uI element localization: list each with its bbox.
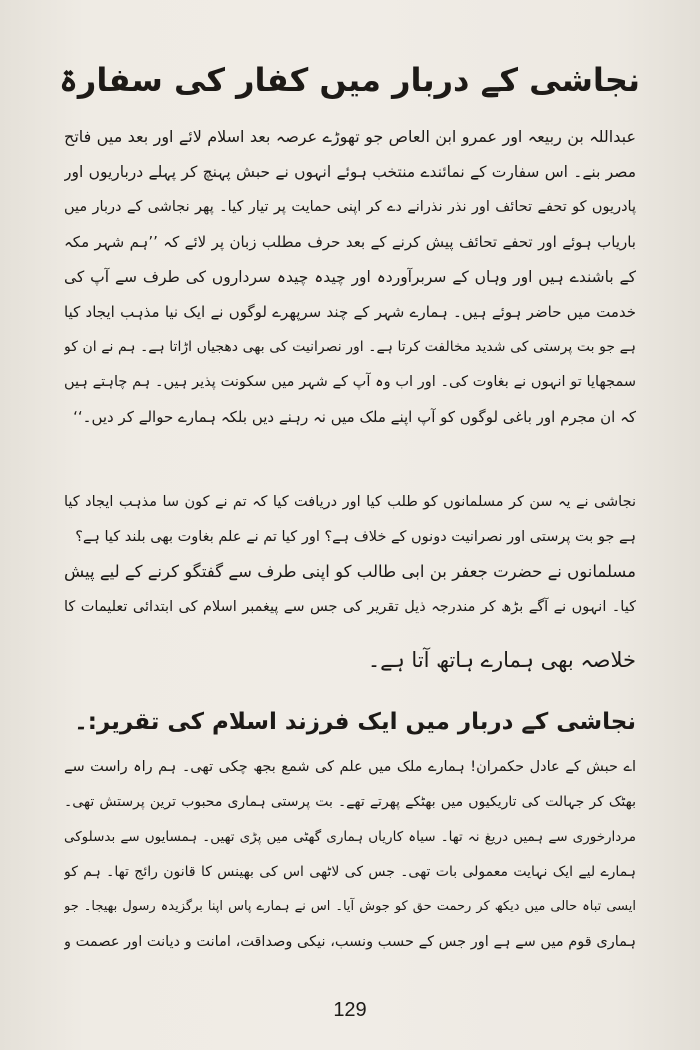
text-line: عبداللہ بن ربیعہ اور عمرو ابن العاص جو تھوڑے عرصہ بعد اسلام لائے اور بعد میں فاتح <box>64 127 636 146</box>
text-line: پادریوں کو تحفے تحائف اور نذر نذرانے دے کر اپنی حمایت پر تیار کیا۔ پھر نجاشی کے دربار میں <box>64 199 636 215</box>
text-line: مسلمانوں نے حضرت جعفر بن ابی طالب کو اپنی طرف سے گفتگو کرنے کے لیے پیش <box>64 562 636 581</box>
section-heading: نجاشی کے دربار میں ایک فرزند اسلام کی تقریر:۔ <box>74 709 636 735</box>
page-title: نجاشی کے دربار میں کفار کی سفارۃ <box>59 61 640 99</box>
text-line: ہے جو بت پرستی کی شدید مخالفت کرتا ہے۔ اور نصرانیت کی بھی دھجیاں اڑاتا ہے۔ ہم نے ان کو <box>64 339 636 355</box>
text-line: ہمارے لیے ایک نہایت معمولی بات تھی۔ جس کی لاٹھی اس کی بھینس کا قانون رائج تھا۔ ہم کو <box>64 864 636 880</box>
text-line: نجاشی نے یہ سن کر مسلمانوں کو طلب کیا اور دریافت کیا کہ تم نے کون سا مذہب ایجاد کیا <box>64 494 636 510</box>
text-line: کے باشندے ہیں اور وہاں کے سربرآوردہ اور چیدہ چیدہ سرداروں کی طرف سے آپ کی <box>64 268 636 286</box>
text-line: سمجھایا تو انہوں نے بغاوت کی۔ اور اب وہ آپ کے شہر میں سکونت پذیر ہیں۔ ہم چاہتے ہیں <box>64 374 636 390</box>
text-line: مصر بنے۔ اس سفارت کے نمائندے منتخب ہوئے انہوں نے حبش پہنچ کر پہلے درباریوں اور <box>64 163 636 181</box>
text-line: کہ ان مجرم اور باغی لوگوں کو آپ اپنے ملک میں نہ رہنے دیں بلکہ ہمارے حوالے کر دیں۔‘‘ <box>73 408 636 426</box>
page-number: 129 <box>333 999 367 1021</box>
text-line: خلاصہ بھی ہمارے ہاتھ آتا ہے۔ <box>367 648 636 672</box>
text-line: خدمت میں حاضر ہوئے ہیں۔ ہمارے شہر کے چند سرپھرے لوگوں نے ایک نیا مذہب ایجاد کیا <box>64 303 636 321</box>
text-line: ہماری قوم میں سے ہے اور جس کے حسب ونسب، نیکی وصداقت، امانت و دیانت اور عصمت و <box>64 934 636 950</box>
text-line: ایسی تباہ حالی میں دیکھ کر رحمت حق کو جوش آیا۔ اس نے ہمارے پاس اپنا برگزیدہ رسول بھیجا۔ جو <box>64 899 636 914</box>
text-line: باریاب ہوئے اور تحفے تحائف پیش کرنے کے بعد حرف مطلب زبان پر لائے کہ ’’ہم شہر مکہ <box>64 233 636 251</box>
text-line: کیا۔ انہوں نے آگے بڑھ کر مندرجہ ذیل تقریر کی جس سے پیغمبر اسلام کی ابتدائی تعلیمات کا <box>64 599 636 615</box>
text-line: ہے جو بت پرستی اور نصرانیت دونوں کے خلاف ہے؟ اور کیا تم نے علم بغاوت بھی بلند کیا ہے؟ <box>75 529 636 545</box>
text-line: مردارخوری سے ہمیں دریغ نہ تھا۔ سیاہ کاریاں ہماری گھٹی میں پڑی تھیں۔ ہمسایوں سے بدسلوکی <box>64 829 636 845</box>
text-line: بھٹک کر جہالت کی تاریکیوں میں بھٹکے پھرتے تھے۔ بت پرستی ہماری محبوب ترین پرستش تھی۔ <box>64 794 636 810</box>
text-line: اے حبش کے عادل حکمران! ہمارے ملک میں علم کی شمع بجھ چکی تھی۔ ہم راہ راست سے <box>64 759 636 775</box>
